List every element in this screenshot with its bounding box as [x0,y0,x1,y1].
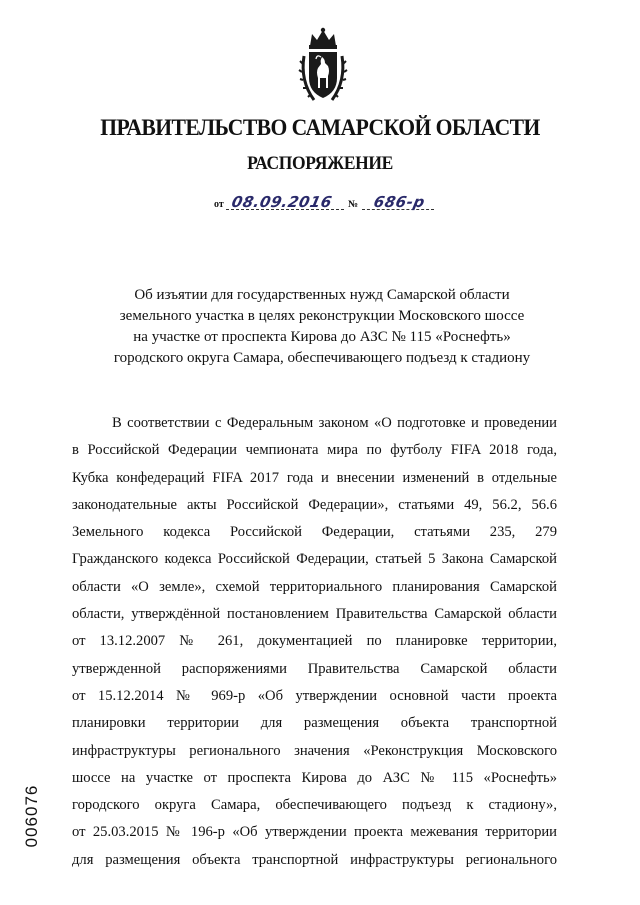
government-title: ПРАВИТЕЛЬСТВО САМАРСКОЙ ОБЛАСТИ [100,115,540,141]
body-line: Кубка конфедераций FIFA 2017 года и внесении изменений в отдельные [72,469,557,486]
handwritten-number: 686-р [372,193,427,211]
date-label: от [214,199,224,210]
subject-line: Об изъятии для государственных нужд Самарской области [134,287,510,303]
registration-number: 006076 [22,784,41,848]
number-label: № [348,199,359,210]
document-subject [88,285,556,369]
body-line: для размещения объекта транспортной инфраструктуры регионального [72,851,557,868]
subject-line: земельного участка в целях реконструкции Московского шоссе [119,308,525,324]
document-body [72,410,557,874]
body-line: в Российской Федерации чемпионата мира по футболу FIFA 2018 года, [72,442,557,459]
body-line: утвержденной распоряжениями Правительства Самарской области [72,660,557,677]
document-type-title: РАСПОРЯЖЕНИЕ [247,153,393,174]
handwritten-date: 08.09.2016 [230,193,334,211]
date-number-line [214,189,444,215]
registration-stamp [22,771,42,861]
body-line: планировки территории для размещения объекта транспортной [72,715,557,732]
body-line: Земельного кодекса Российской Федерации, статьями 235, 279 [72,524,557,541]
body-line: инфраструктуры регионального значения «Реконструкция Московского [72,742,557,759]
body-line: от 25.03.2015 № 196-р «Об утверждении проекта межевания территории [72,824,557,841]
subject-line: на участке от проспекта Кирова до АЗС № 115 «Роснефть» [133,329,511,345]
body-line: области, утверждённой постановлением Правительства Самарской области [72,606,557,623]
body-line: Гражданского кодекса Российской Федерации, статьей 5 Закона Самарской [72,551,557,568]
body-line: области «О земле», схемой территориального планирования Самарской [72,578,557,595]
body-line: законодательные акты Российской Федерации», статьями 49, 56.2, 56.6 [72,496,557,513]
body-line: от 15.12.2014 № 969-р «Об утверждении основной части проекта [72,687,557,704]
samara-coat-of-arms-icon [298,26,348,106]
body-line: городского округа Самара, обеспечивающего подъезд к стадиону», [72,797,557,814]
body-line: от 13.12.2007 № 261, документацией по планировке территории, [72,633,557,650]
subject-line: городского округа Самара, обеспечивающего подъезд к стадиону [113,350,531,366]
body-line: шоссе на участке от проспекта Кирова до АЗС № 115 «Роснефть» [72,769,557,786]
body-line: В соответствии с Федеральным законом «О подготовке и проведении [112,415,557,431]
